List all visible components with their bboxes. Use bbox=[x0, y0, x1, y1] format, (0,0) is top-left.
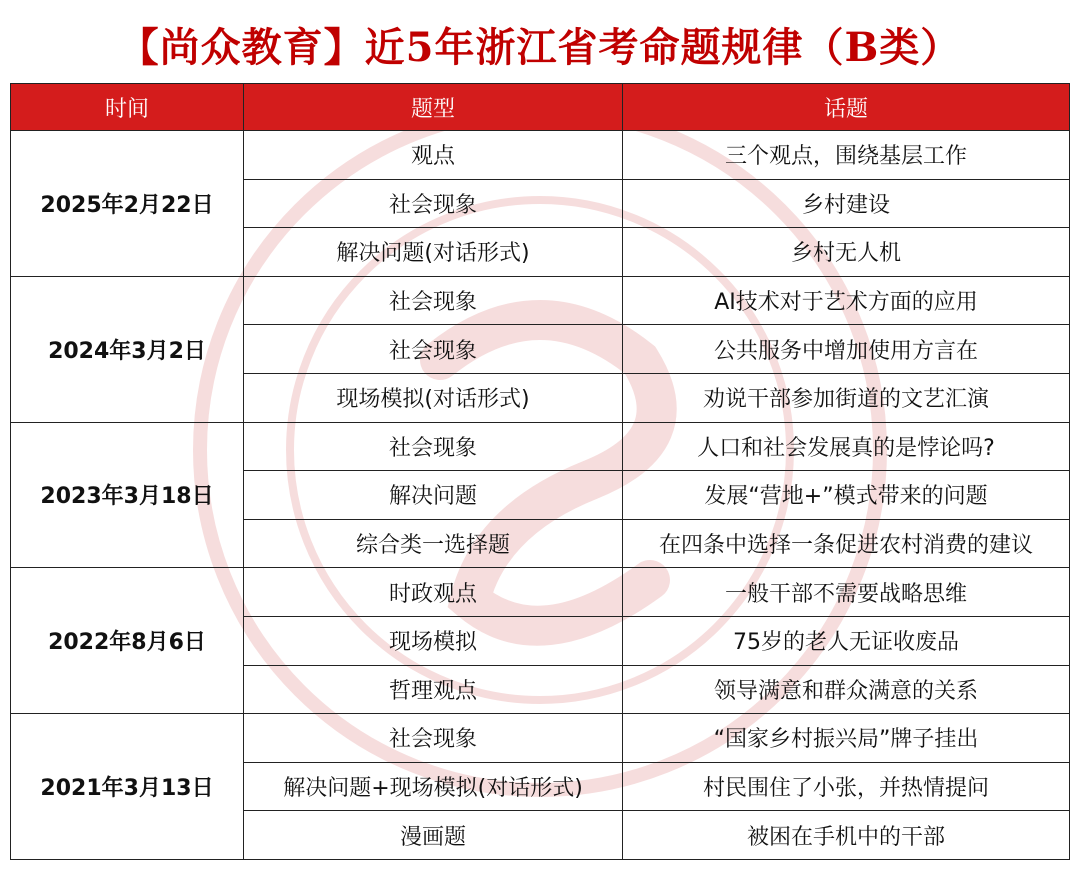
topic-cell: 乡村建设 bbox=[623, 179, 1070, 228]
header-type: 题型 bbox=[244, 84, 623, 131]
exam-table bbox=[10, 83, 1070, 860]
table-row bbox=[11, 131, 1070, 180]
type-cell: 社会现象 bbox=[244, 714, 623, 763]
type-cell: 解决问题(对话形式) bbox=[244, 228, 623, 277]
table-row bbox=[11, 276, 1070, 325]
topic-cell: 公共服务中增加使用方言在 bbox=[623, 325, 1070, 374]
table-row bbox=[11, 714, 1070, 763]
table-row bbox=[11, 568, 1070, 617]
date-cell: 2025年2月22日 bbox=[11, 131, 244, 277]
topic-cell: 村民围住了小张，并热情提问 bbox=[623, 762, 1070, 811]
topic-cell: 三个观点，围绕基层工作 bbox=[623, 131, 1070, 180]
type-cell: 社会现象 bbox=[244, 325, 623, 374]
topic-cell: 被困在手机中的干部 bbox=[623, 811, 1070, 860]
date-cell: 2024年3月2日 bbox=[11, 276, 244, 422]
type-cell: 解决问题 bbox=[244, 471, 623, 520]
type-cell: 现场模拟(对话形式) bbox=[244, 373, 623, 422]
type-cell: 漫画题 bbox=[244, 811, 623, 860]
topic-cell: AI技术对于艺术方面的应用 bbox=[623, 276, 1070, 325]
topic-cell: 劝说干部参加街道的文艺汇演 bbox=[623, 373, 1070, 422]
header-topic: 话题 bbox=[623, 84, 1070, 131]
topic-cell: “国家乡村振兴局”牌子挂出 bbox=[623, 714, 1070, 763]
topic-cell: 一般干部不需要战略思维 bbox=[623, 568, 1070, 617]
type-cell: 综合类一选择题 bbox=[244, 519, 623, 568]
topic-cell: 人口和社会发展真的是悖论吗? bbox=[623, 422, 1070, 471]
topic-cell: 在四条中选择一条促进农村消费的建议 bbox=[623, 519, 1070, 568]
topic-cell: 乡村无人机 bbox=[623, 228, 1070, 277]
header-row bbox=[11, 84, 1070, 131]
type-cell: 社会现象 bbox=[244, 179, 623, 228]
type-cell: 时政观点 bbox=[244, 568, 623, 617]
type-cell: 观点 bbox=[244, 131, 623, 180]
type-cell: 社会现象 bbox=[244, 276, 623, 325]
topic-cell: 75岁的老人无证收废品 bbox=[623, 616, 1070, 665]
table-row bbox=[11, 422, 1070, 471]
page-title: 【尚众教育】近5年浙江省考命题规律（B类） bbox=[118, 23, 962, 71]
type-cell: 解决问题+现场模拟(对话形式) bbox=[244, 762, 623, 811]
type-cell: 社会现象 bbox=[244, 422, 623, 471]
topic-cell: 发展“营地+”模式带来的问题 bbox=[623, 471, 1070, 520]
date-cell: 2023年3月18日 bbox=[11, 422, 244, 568]
type-cell: 现场模拟 bbox=[244, 616, 623, 665]
header-time: 时间 bbox=[11, 84, 244, 131]
topic-cell: 领导满意和群众满意的关系 bbox=[623, 665, 1070, 714]
date-cell: 2022年8月6日 bbox=[11, 568, 244, 714]
type-cell: 哲理观点 bbox=[244, 665, 623, 714]
date-cell: 2021年3月13日 bbox=[11, 714, 244, 860]
